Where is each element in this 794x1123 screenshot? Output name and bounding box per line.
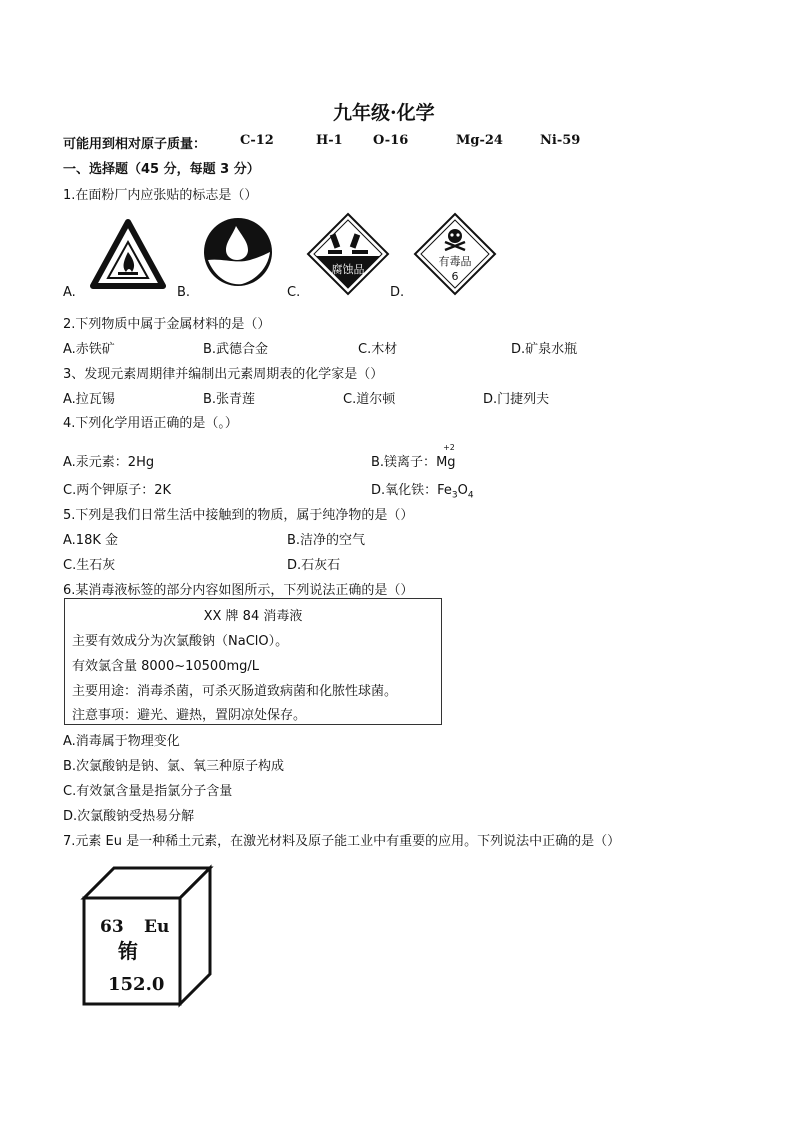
atomic-mass-label: 可能用到相对原子质量： [63, 137, 207, 152]
q4-option-d [371, 479, 474, 501]
question-4-stem: 4.下列化学用语正确的是（。） [63, 416, 238, 431]
q6-option-c: C.有效氯含量是指氯分子含量 [63, 784, 233, 799]
q1-option-c-label: C. [287, 285, 301, 300]
disinfectant-label-title: XX 牌 84 消毒液 [203, 609, 303, 624]
q3-option-b: B.张青莲 [203, 392, 256, 407]
element-symbol: Eu [144, 917, 170, 937]
q4-option-b [371, 443, 456, 470]
disinfectant-label-line-3: 主要用途：消毒杀菌，可杀灭肠道致病菌和化脓性球菌。 [72, 684, 398, 699]
atomic-mass-h: H-1 [316, 133, 343, 148]
q3-option-a: A.拉瓦锡 [63, 392, 115, 407]
element-atomic-number: 63 [100, 917, 124, 937]
q5-option-d: D.石灰石 [287, 558, 341, 573]
q1-option-a-label: A. [63, 285, 76, 300]
q1-option-b-label: B. [177, 285, 191, 300]
page-title: 九年级·化学 [333, 102, 435, 124]
q1-option-d-label: D. [390, 285, 405, 300]
q3-option-d: D.门捷列夫 [483, 392, 550, 407]
question-3-stem: 3、发现元素周期律并编制出元素周期表的化学家是（） [63, 367, 384, 382]
atomic-mass-mg: Mg-24 [456, 133, 503, 148]
toxic-sign-text: 有毒品 [438, 255, 472, 268]
atomic-mass-ni: Ni-59 [540, 133, 581, 148]
q4-option-d-label: D.氧化铁：Fe [371, 483, 452, 498]
atomic-mass-c: C-12 [240, 133, 274, 148]
question-6-stem: 6.某消毒液标签的部分内容如图所示，下列说法正确的是（） [63, 583, 414, 598]
q4-option-b-symbol: Mg [436, 455, 456, 470]
corrosive-sign-icon [306, 212, 390, 296]
q4-option-c: C.两个钾原子：2K [63, 483, 172, 498]
disinfectant-label-line-1: 主要有效成分为次氯酸钠（NaClO）。 [72, 634, 289, 649]
atomic-mass-o: O-16 [373, 133, 409, 148]
q2-option-a: A.赤铁矿 [63, 342, 115, 357]
disinfectant-label-box [64, 598, 442, 725]
question-2-stem: 2.下列物质中属于金属材料的是（） [63, 317, 271, 332]
element-cube-diagram [80, 864, 216, 1008]
toxic-sign-icon [413, 212, 497, 296]
flammable-sign-icon [90, 218, 166, 290]
q2-option-d: D.矿泉水瓶 [511, 342, 578, 357]
q6-option-b: B.次氯酸钠是钠、氯、氧三种原子构成 [63, 759, 285, 774]
q2-option-b: B.武德合金 [203, 342, 269, 357]
q4-option-d-sub2: 4 [467, 490, 474, 501]
q4-option-b-charge: +2 [443, 443, 455, 452]
disinfectant-label-line-4: 注意事项：避光、避热，置阴凉处保存。 [72, 708, 307, 723]
water-drop-sign-icon [202, 216, 274, 288]
question-5-stem: 5.下列是我们日常生活中接触到的物质，属于纯净物的是（） [63, 508, 414, 523]
element-name: 铕 [118, 939, 138, 963]
section-heading: 一、选择题（45 分，每题 3 分） [63, 162, 260, 177]
q4-option-b-label: B.镁离子： [371, 455, 437, 470]
question-1-stem: 1.在面粉厂内应张贴的标志是（） [63, 188, 258, 203]
element-atomic-mass: 152.0 [108, 974, 165, 995]
q6-option-a: A.消毒属于物理变化 [63, 734, 180, 749]
question-7-stem: 7.元素 Eu 是一种稀土元素，在激光材料及原子能工业中有重要的应用。下列说法中正确的是（） [63, 834, 621, 849]
disinfectant-label-line-2: 有效氯含量 8000~10500mg/L [72, 659, 260, 674]
q4-option-d-oxygen: O [457, 483, 468, 498]
q3-option-c: C.道尔顿 [343, 392, 396, 407]
toxic-sign-number: 6 [451, 270, 459, 283]
q4-option-b-formula [436, 443, 456, 470]
q5-option-a: A.18K 金 [63, 533, 118, 548]
q2-option-c: C.木材 [358, 342, 398, 357]
q5-option-c: C.生石灰 [63, 558, 116, 573]
q5-option-b: B.洁净的空气 [287, 533, 366, 548]
q6-option-d: D.次氯酸钠受热易分解 [63, 809, 195, 824]
q4-option-d-sub1: 3 [451, 490, 458, 501]
corrosive-sign-text: 腐蚀品 [331, 263, 365, 276]
q4-option-a: A.汞元素：2Hg [63, 455, 155, 470]
